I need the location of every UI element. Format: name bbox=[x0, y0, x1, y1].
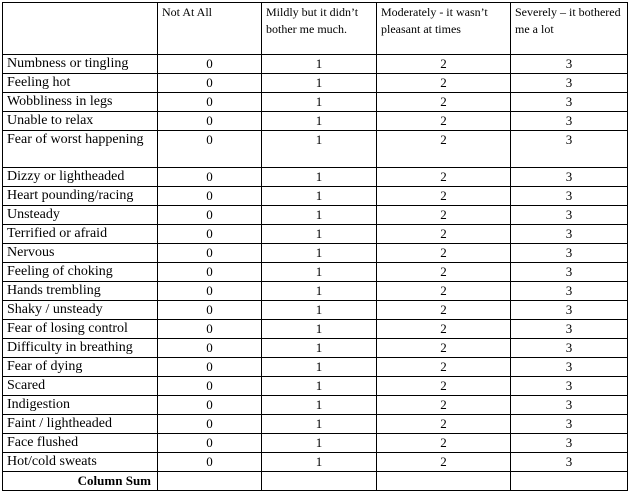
column-sum-cell[interactable] bbox=[511, 472, 628, 491]
table-row bbox=[3, 74, 628, 93]
table-row bbox=[3, 415, 628, 434]
table-row bbox=[3, 282, 628, 301]
table-row bbox=[3, 377, 628, 396]
symptom-label: Fear of worst happening bbox=[3, 131, 158, 168]
score-cell[interactable]: 2 bbox=[377, 396, 511, 415]
score-cell[interactable]: 3 bbox=[511, 301, 628, 320]
table-row bbox=[3, 339, 628, 358]
score-cell[interactable]: 2 bbox=[377, 377, 511, 396]
score-cell[interactable]: 0 bbox=[158, 339, 262, 358]
table-row bbox=[3, 168, 628, 187]
symptom-label: Hot/cold sweats bbox=[3, 453, 158, 472]
score-cell[interactable]: 0 bbox=[158, 187, 262, 206]
score-cell[interactable]: 3 bbox=[511, 225, 628, 244]
score-cell[interactable]: 2 bbox=[377, 93, 511, 112]
column-sum-cell[interactable] bbox=[262, 472, 377, 491]
score-cell[interactable]: 3 bbox=[511, 282, 628, 301]
score-cell[interactable]: 2 bbox=[377, 225, 511, 244]
score-cell[interactable]: 0 bbox=[158, 434, 262, 453]
score-cell[interactable]: 0 bbox=[158, 396, 262, 415]
score-cell[interactable]: 0 bbox=[158, 453, 262, 472]
symptom-label: Numbness or tingling bbox=[3, 55, 158, 74]
table-row bbox=[3, 301, 628, 320]
table-row bbox=[3, 206, 628, 225]
score-cell[interactable]: 3 bbox=[511, 244, 628, 263]
table-row bbox=[3, 263, 628, 282]
score-cell[interactable]: 1 bbox=[262, 168, 377, 187]
score-cell[interactable]: 3 bbox=[511, 415, 628, 434]
score-cell[interactable]: 0 bbox=[158, 244, 262, 263]
score-cell[interactable]: 2 bbox=[377, 282, 511, 301]
symptom-label: Feeling of choking bbox=[3, 263, 158, 282]
symptom-label: Nervous bbox=[3, 244, 158, 263]
score-cell[interactable]: 0 bbox=[158, 55, 262, 74]
score-cell[interactable]: 3 bbox=[511, 377, 628, 396]
score-cell[interactable]: 3 bbox=[511, 112, 628, 131]
score-cell[interactable]: 1 bbox=[262, 282, 377, 301]
score-cell[interactable]: 1 bbox=[262, 396, 377, 415]
symptom-label: Unsteady bbox=[3, 206, 158, 225]
score-cell[interactable]: 1 bbox=[262, 93, 377, 112]
score-cell[interactable]: 0 bbox=[158, 377, 262, 396]
score-cell[interactable]: 0 bbox=[158, 206, 262, 225]
symptom-label: Heart pounding/racing bbox=[3, 187, 158, 206]
score-cell[interactable]: 1 bbox=[262, 339, 377, 358]
score-cell[interactable]: 3 bbox=[511, 434, 628, 453]
table-row bbox=[3, 112, 628, 131]
score-cell[interactable]: 1 bbox=[262, 55, 377, 74]
table-row bbox=[3, 358, 628, 377]
score-cell[interactable]: 1 bbox=[262, 358, 377, 377]
column-sum-cell[interactable] bbox=[377, 472, 511, 491]
score-cell[interactable]: 2 bbox=[377, 358, 511, 377]
symptom-label: Fear of dying bbox=[3, 358, 158, 377]
header-row bbox=[3, 3, 628, 55]
score-cell[interactable]: 1 bbox=[262, 244, 377, 263]
score-cell[interactable]: 1 bbox=[262, 377, 377, 396]
score-cell[interactable]: 1 bbox=[262, 415, 377, 434]
header-not-at-all: Not At All bbox=[158, 3, 262, 55]
symptom-label: Shaky / unsteady bbox=[3, 301, 158, 320]
table-row bbox=[3, 187, 628, 206]
score-cell[interactable]: 2 bbox=[377, 55, 511, 74]
score-cell[interactable]: 0 bbox=[158, 93, 262, 112]
score-cell[interactable]: 2 bbox=[377, 434, 511, 453]
score-cell[interactable]: 3 bbox=[511, 93, 628, 112]
score-cell[interactable]: 3 bbox=[511, 131, 628, 168]
score-cell[interactable]: 0 bbox=[158, 358, 262, 377]
score-cell[interactable]: 2 bbox=[377, 112, 511, 131]
column-sum-label: Column Sum bbox=[3, 472, 158, 491]
score-cell[interactable]: 1 bbox=[262, 225, 377, 244]
score-cell[interactable]: 3 bbox=[511, 55, 628, 74]
score-cell[interactable]: 1 bbox=[262, 112, 377, 131]
symptom-label: Terrified or afraid bbox=[3, 225, 158, 244]
score-cell[interactable]: 0 bbox=[158, 168, 262, 187]
score-cell[interactable]: 1 bbox=[262, 301, 377, 320]
score-cell[interactable]: 1 bbox=[262, 434, 377, 453]
symptom-label: Scared bbox=[3, 377, 158, 396]
symptom-label: Fear of losing control bbox=[3, 320, 158, 339]
score-cell[interactable]: 0 bbox=[158, 301, 262, 320]
score-cell[interactable]: 1 bbox=[262, 187, 377, 206]
score-cell[interactable]: 2 bbox=[377, 415, 511, 434]
symptom-label: Face flushed bbox=[3, 434, 158, 453]
score-cell[interactable]: 2 bbox=[377, 244, 511, 263]
score-cell[interactable]: 0 bbox=[158, 131, 262, 168]
symptom-label: Faint / lightheaded bbox=[3, 415, 158, 434]
score-cell[interactable]: 0 bbox=[158, 74, 262, 93]
score-cell[interactable]: 2 bbox=[377, 301, 511, 320]
score-cell[interactable]: 0 bbox=[158, 320, 262, 339]
table-row bbox=[3, 244, 628, 263]
table-row bbox=[3, 225, 628, 244]
score-cell[interactable]: 3 bbox=[511, 453, 628, 472]
symptom-label: Wobbliness in legs bbox=[3, 93, 158, 112]
score-cell[interactable]: 3 bbox=[511, 358, 628, 377]
score-cell[interactable]: 3 bbox=[511, 168, 628, 187]
column-sum-row bbox=[3, 472, 628, 491]
header-symptom bbox=[3, 3, 158, 55]
score-cell[interactable]: 0 bbox=[158, 112, 262, 131]
column-sum-cell[interactable] bbox=[158, 472, 262, 491]
symptom-label: Difficulty in breathing bbox=[3, 339, 158, 358]
symptom-label: Feeling hot bbox=[3, 74, 158, 93]
score-cell[interactable]: 2 bbox=[377, 206, 511, 225]
score-cell[interactable]: 0 bbox=[158, 415, 262, 434]
table-row bbox=[3, 55, 628, 74]
symptom-label: Unable to relax bbox=[3, 112, 158, 131]
table-row bbox=[3, 93, 628, 112]
score-cell[interactable]: 2 bbox=[377, 131, 511, 168]
score-cell[interactable]: 3 bbox=[511, 74, 628, 93]
table-row bbox=[3, 320, 628, 339]
score-cell[interactable]: 2 bbox=[377, 74, 511, 93]
score-cell[interactable]: 1 bbox=[262, 131, 377, 168]
score-cell[interactable]: 0 bbox=[158, 263, 262, 282]
symptom-label: Indigestion bbox=[3, 396, 158, 415]
score-cell[interactable]: 2 bbox=[377, 320, 511, 339]
score-cell[interactable]: 3 bbox=[511, 187, 628, 206]
header-moderately: Moderately - it wasn’t pleasant at times bbox=[377, 3, 511, 55]
score-cell[interactable]: 1 bbox=[262, 74, 377, 93]
score-cell[interactable]: 2 bbox=[377, 187, 511, 206]
symptom-label: Dizzy or lightheaded bbox=[3, 168, 158, 187]
table-body bbox=[3, 55, 628, 472]
score-cell[interactable]: 2 bbox=[377, 263, 511, 282]
score-cell[interactable]: 0 bbox=[158, 282, 262, 301]
score-cell[interactable]: 3 bbox=[511, 320, 628, 339]
score-cell[interactable]: 1 bbox=[262, 320, 377, 339]
score-cell[interactable]: 1 bbox=[262, 263, 377, 282]
score-cell[interactable]: 1 bbox=[262, 453, 377, 472]
score-cell[interactable]: 3 bbox=[511, 339, 628, 358]
score-cell[interactable]: 3 bbox=[511, 396, 628, 415]
score-cell[interactable]: 2 bbox=[377, 339, 511, 358]
symptom-rating-table bbox=[2, 2, 628, 491]
table-row bbox=[3, 396, 628, 415]
score-cell[interactable]: 1 bbox=[262, 206, 377, 225]
score-cell[interactable]: 2 bbox=[377, 453, 511, 472]
table-row bbox=[3, 131, 628, 168]
table-row bbox=[3, 434, 628, 453]
table-row bbox=[3, 453, 628, 472]
header-severely: Severely – it bothered me a lot bbox=[511, 3, 628, 55]
score-cell[interactable]: 3 bbox=[511, 263, 628, 282]
header-mildly: Mildly but it didn’t bother me much. bbox=[262, 3, 377, 55]
score-cell[interactable]: 3 bbox=[511, 206, 628, 225]
score-cell[interactable]: 0 bbox=[158, 225, 262, 244]
symptom-label: Hands trembling bbox=[3, 282, 158, 301]
score-cell[interactable]: 2 bbox=[377, 168, 511, 187]
